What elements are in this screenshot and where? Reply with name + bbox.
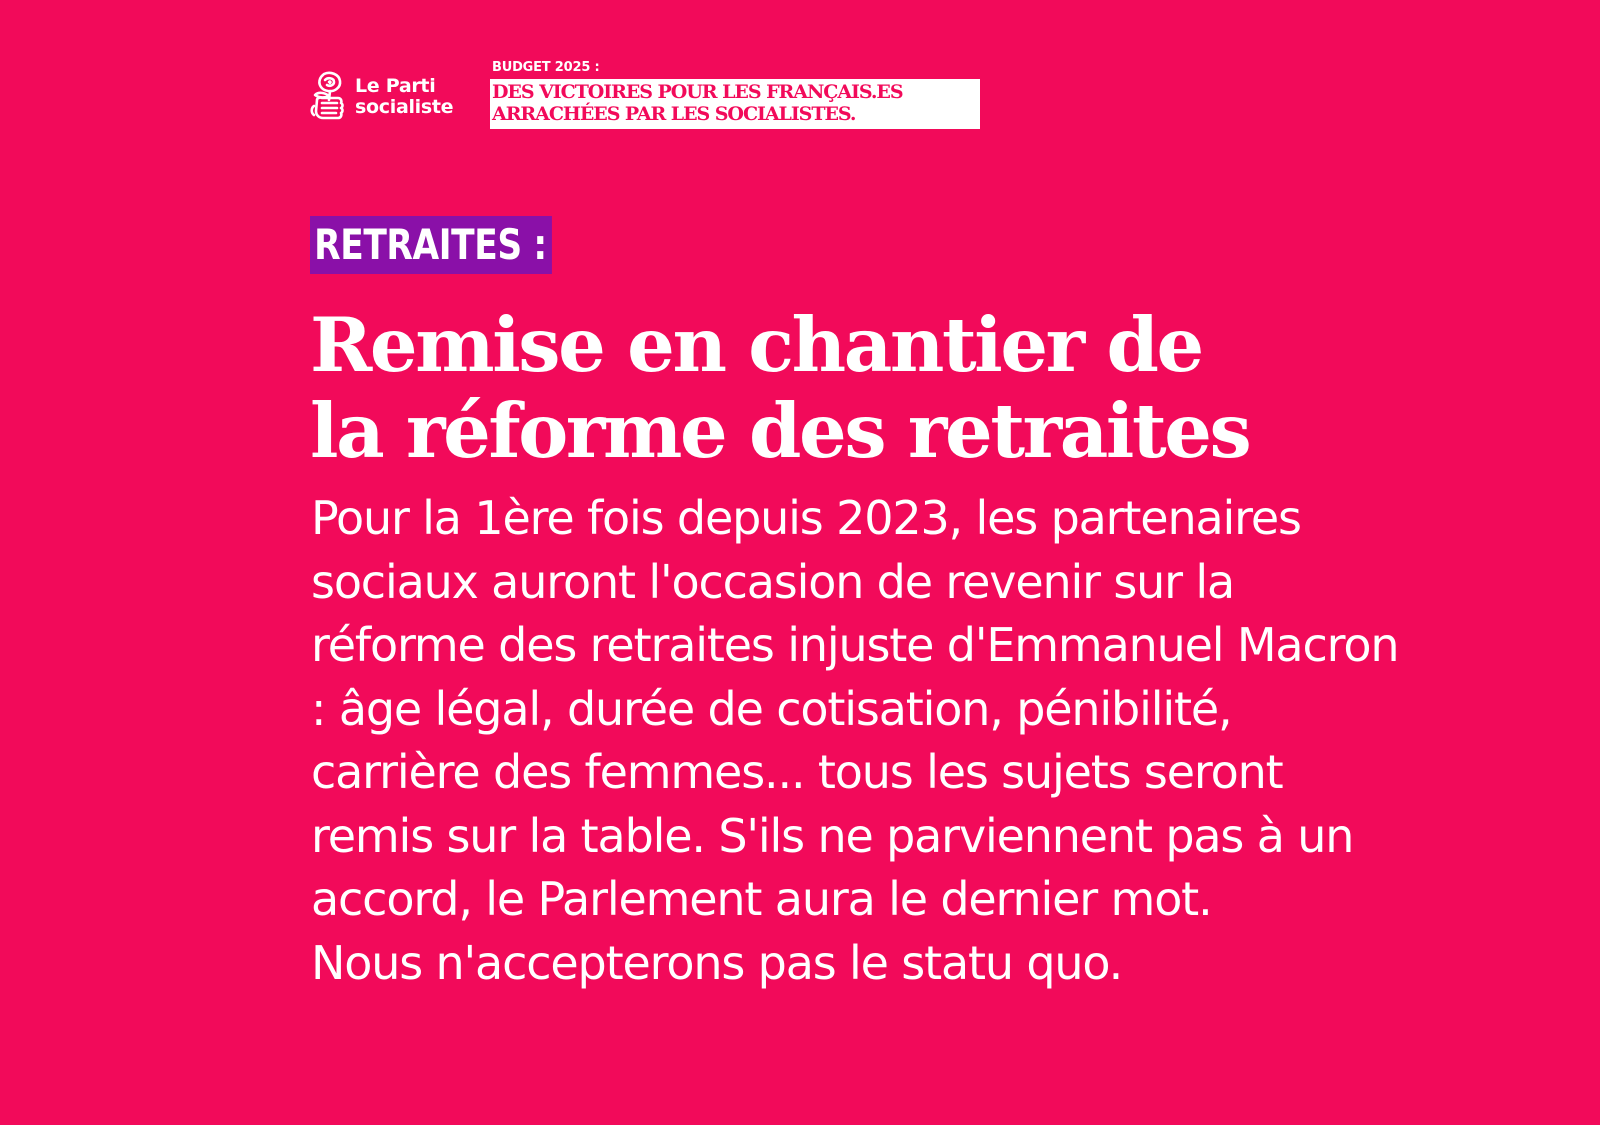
body-paragraph	[311, 487, 1581, 995]
headline-line-1: Remise en chantier de	[310, 301, 1202, 389]
logo-line-2: socialiste	[355, 96, 454, 118]
headline	[310, 302, 1570, 474]
body-line-6: remis sur la table. S'ils ne parviennent pas à un	[311, 808, 1354, 863]
body-line-4: : âge légal, durée de cotisation, pénibilité,	[311, 681, 1232, 736]
budget-kicker: BUDGET 2025 :	[492, 60, 600, 75]
body-line-8: Nous n'accepterons pas le statu quo.	[311, 935, 1123, 990]
body-line-2: sociaux auront l'occasion de revenir sur la	[311, 554, 1235, 609]
rose-fist-icon	[308, 70, 352, 124]
party-logo	[308, 69, 468, 125]
section-tag: RETRAITES :	[310, 216, 552, 274]
body-line-3: réforme des retraites injuste d'Emmanuel Macron	[311, 618, 1399, 672]
body-line-5: carrière des femmes... tous les sujets seront	[311, 745, 1283, 799]
logo-line-1: Le Parti	[355, 75, 436, 97]
body-line-7: accord, le Parlement aura le dernier mot.	[311, 872, 1212, 926]
banner-line-2: ARRACHÉES PAR LES SOCIALISTES.	[492, 103, 856, 125]
header-banner	[490, 79, 980, 129]
headline-line-2: la réforme des retraites	[310, 387, 1250, 475]
banner-line-1: DES VICTOIRES POUR LES FRANÇAIS.ES	[492, 81, 903, 103]
logo-wordmark	[355, 76, 453, 118]
body-line-1: Pour la 1ère fois depuis 2023, les partenaires	[311, 491, 1301, 545]
